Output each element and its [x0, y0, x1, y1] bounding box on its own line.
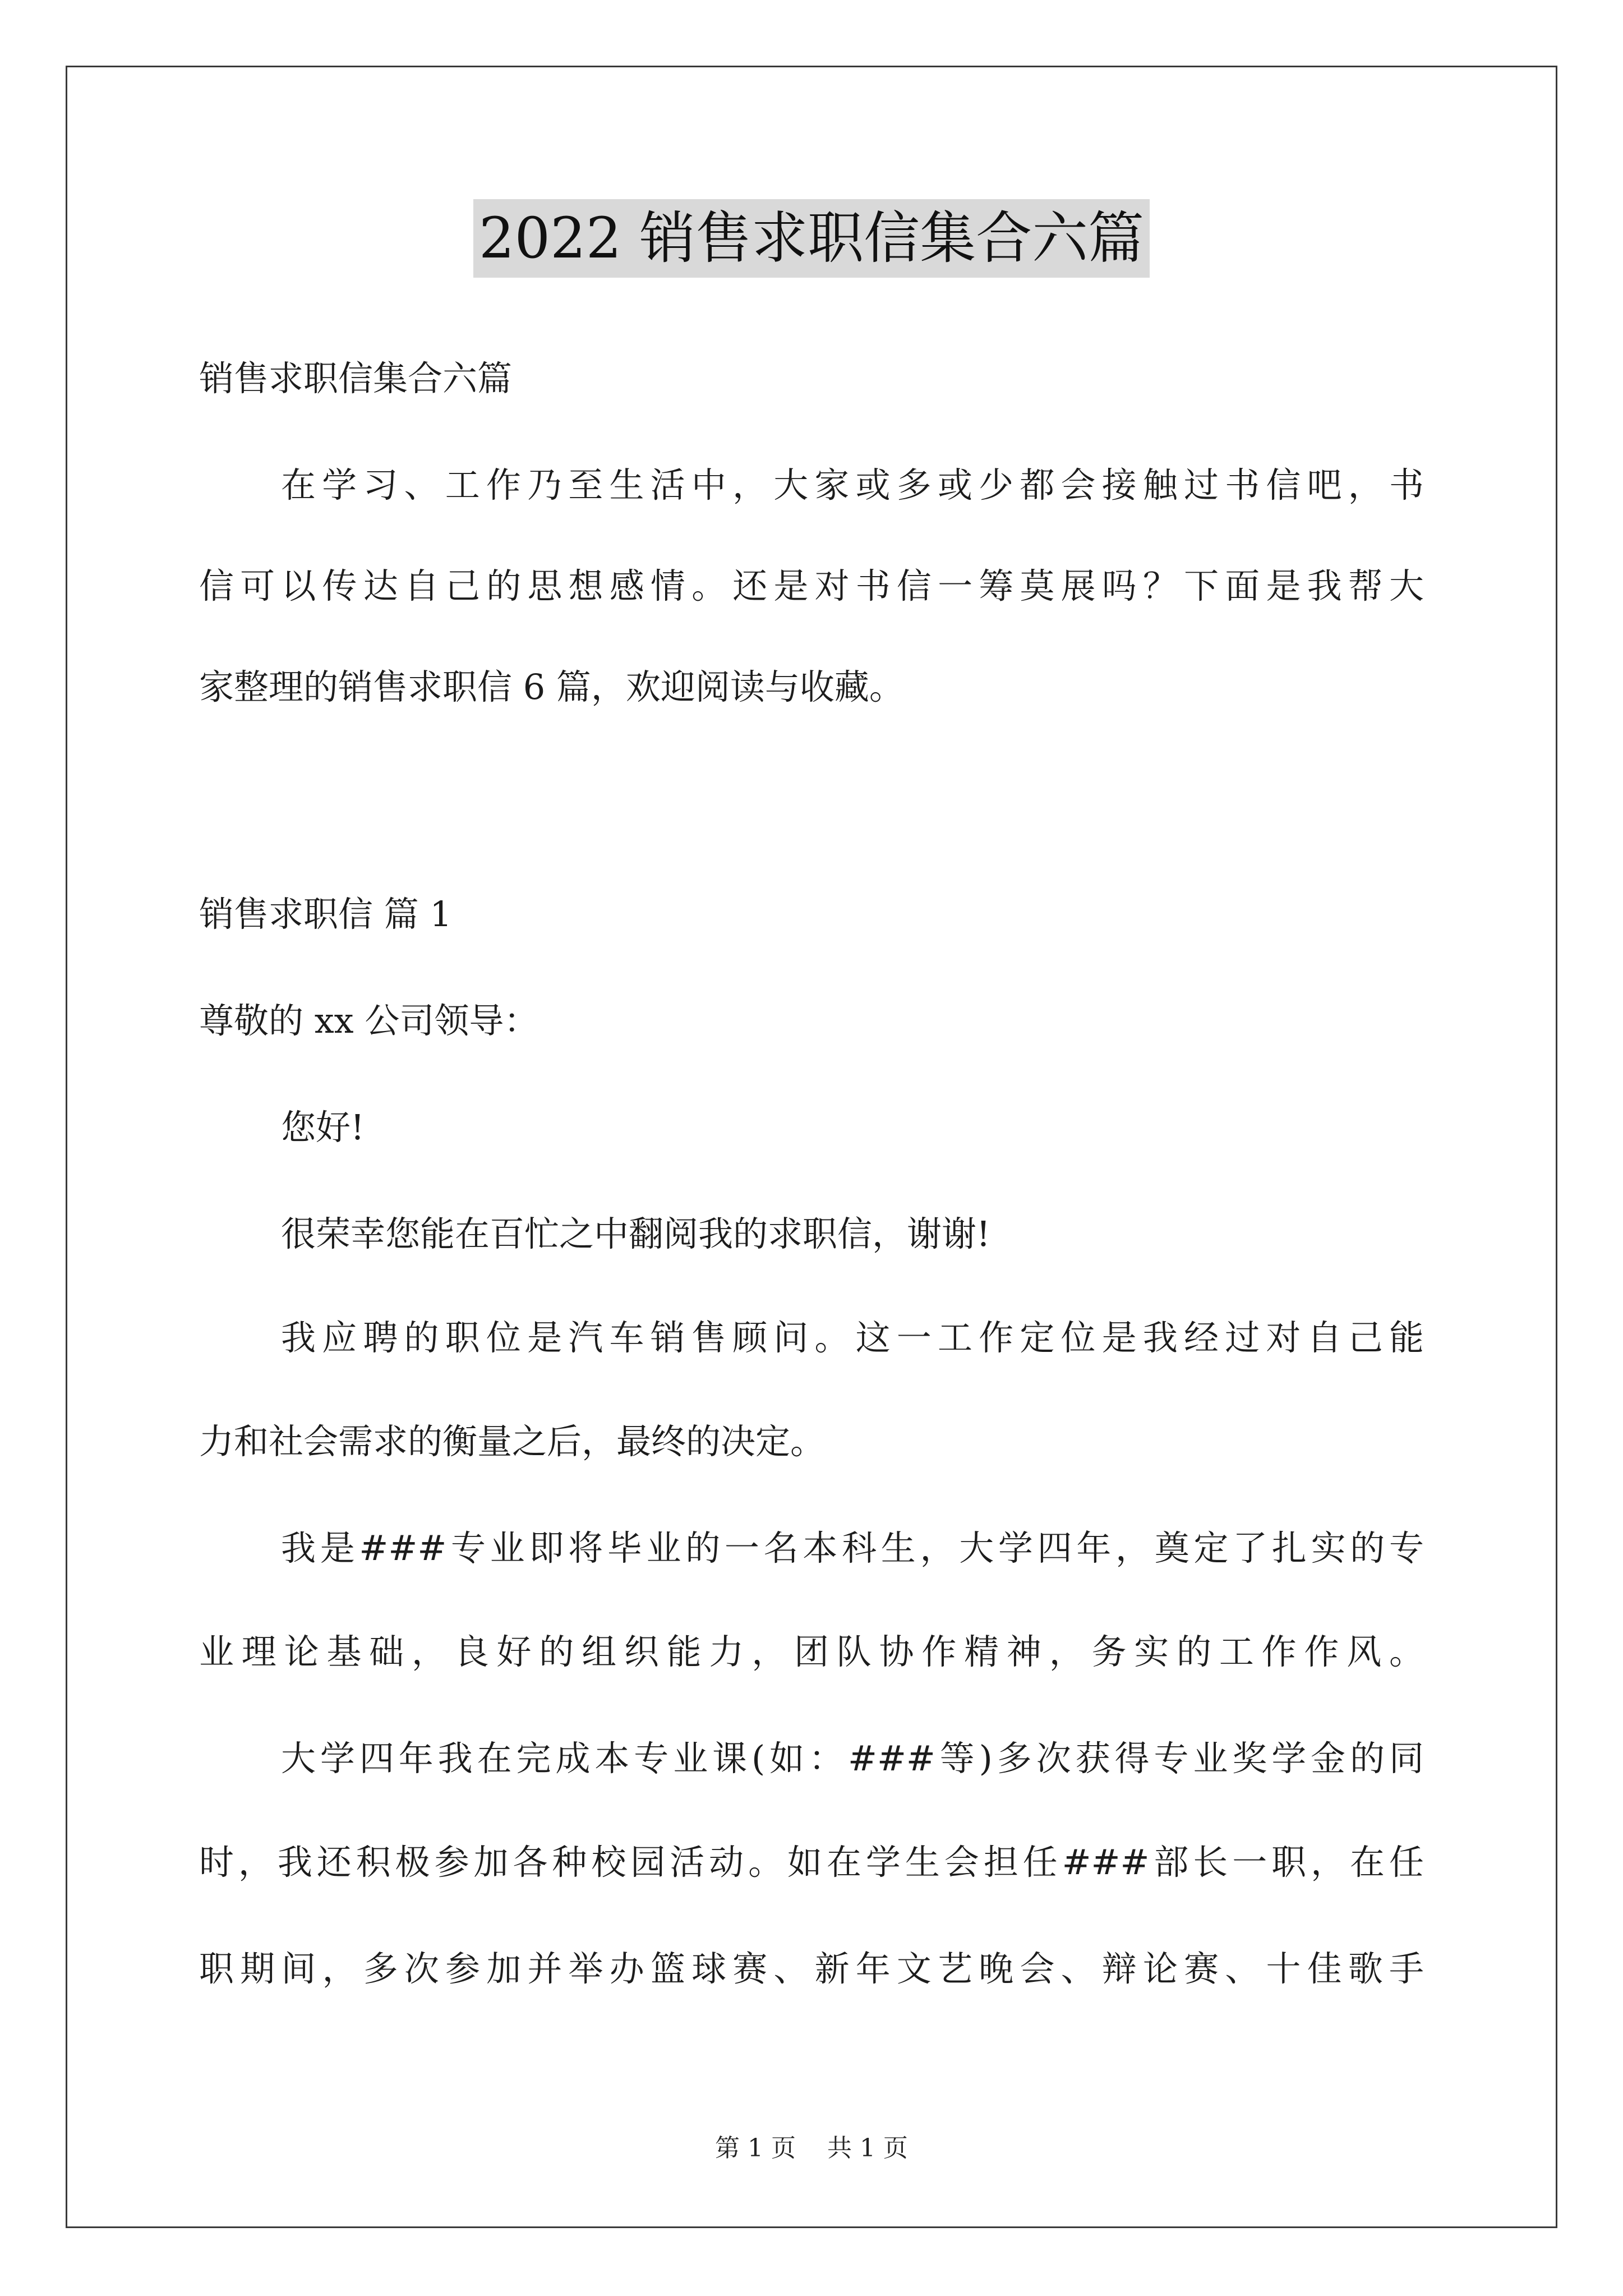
- letter-line-5: 业理论基础，良好的组织能力，团队协作精神，务实的工作作风。: [199, 1631, 1424, 1672]
- salutation: 尊敬的 xx 公司领导：: [199, 1000, 539, 1041]
- intro-line-3: 家整理的销售求职信 6 篇，欢迎阅读与收藏。: [199, 666, 904, 707]
- letter-line-4: 我是###专业即将毕业的一名本科生，大学四年，奠定了扎实的专: [281, 1527, 1424, 1568]
- section-heading: 销售求职信 篇 1: [199, 894, 452, 935]
- letter-line-7: 时，我还积极参加各种校园活动。如在学生会担任###部长一职，在任: [199, 1842, 1424, 1883]
- intro-line-1: 在学习、工作乃至生活中，大家或多或少都会接触过书信吧，书: [281, 464, 1424, 505]
- title-container: [0, 199, 1623, 278]
- letter-line-1: 很荣幸您能在百忙之中翻阅我的求职信，谢谢!: [281, 1213, 990, 1254]
- document-title: 2022 销售求职信集合六篇: [473, 199, 1150, 278]
- letter-line-8: 职期间，多次参加并举办篮球赛、新年文艺晚会、辩论赛、十佳歌手: [199, 1948, 1424, 1989]
- greeting: 您好!: [281, 1107, 365, 1148]
- letter-line-2: 我应聘的职位是汽车销售顾问。这一工作定位是我经过对自己能: [281, 1317, 1424, 1358]
- letter-line-3: 力和社会需求的衡量之后，最终的决定。: [199, 1421, 826, 1462]
- intro-line-2: 信可以传达自己的思想感情。还是对书信一筹莫展吗？下面是我帮大: [199, 565, 1424, 606]
- letter-line-6: 大学四年我在完成本专业课(如：###等)多次获得专业奖学金的同: [281, 1738, 1424, 1779]
- subtitle-line: 销售求职信集合六篇: [199, 358, 513, 399]
- page-footer: 第 1 页 共 1 页: [715, 2134, 908, 2162]
